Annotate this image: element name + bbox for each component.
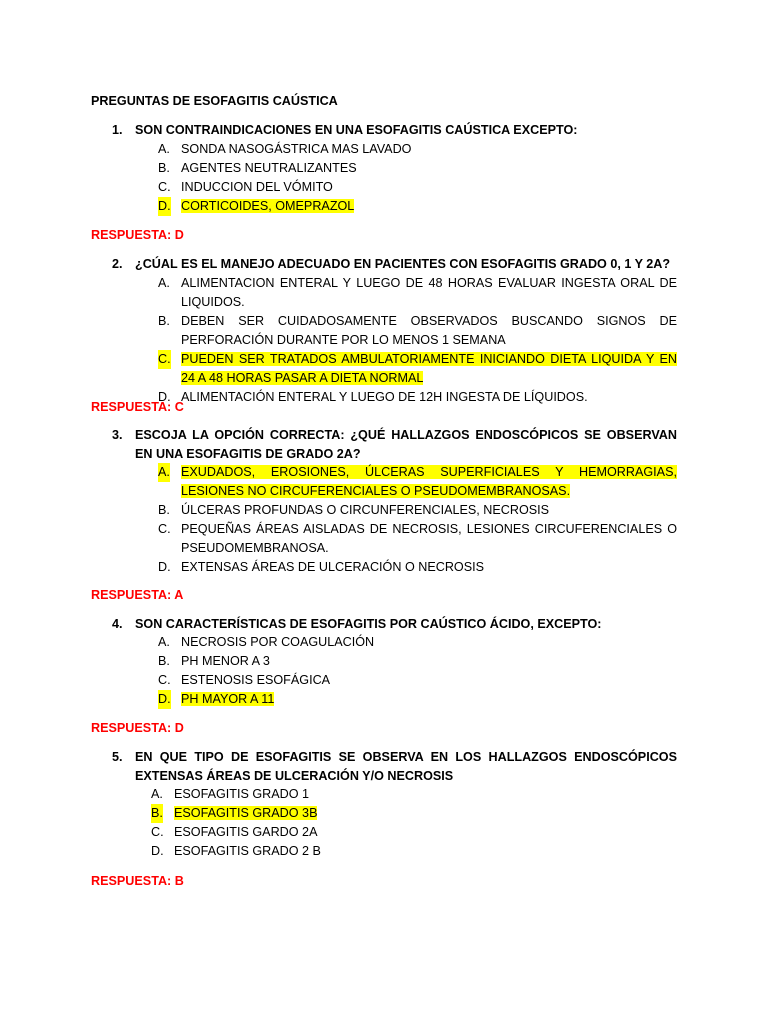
question-text: ¿CÚAL ES EL MANEJO ADECUADO EN PACIENTES CON ESOFAGITIS GRADO 0, 1 Y 2A?	[135, 257, 671, 271]
question-number: 1.	[112, 123, 123, 137]
option-5c: C. ESOFAGITIS GARDO 2A	[151, 825, 318, 839]
question-number: 4.	[112, 617, 123, 631]
option-5d: D. ESOFAGITIS GRADO 2 B	[151, 844, 321, 858]
option-3c: C. PEQUEÑAS ÁREAS AISLADAS DE NECROSIS, LESIONES CIRCUFERENCIALES O PSEUDOMEMBRANOSA.	[158, 522, 677, 555]
option-3a-highlighted: A. EXUDADOS, EROSIONES, ÚLCERAS SUPERFICIALES Y HEMORRAGIAS, LESIONES NO CIRCUFERENCIALES O PSEUDOMEMBRANOSAS.	[158, 465, 677, 498]
question-text: ESCOJA LA OPCIÓN CORRECTA: ¿QUÉ HALLAZGOS ENDOSCÓPICOS SE OBSERVAN EN UNA ESOFAGITIS DE GRADO 2A?	[135, 428, 677, 461]
option-2c-highlighted: C. PUEDEN SER TRATADOS AMBULATORIAMENTE INICIANDO DIETA LIQUIDA Y EN 24 A 48 HORAS PASAR A DIETA NORMAL	[158, 352, 677, 385]
answer-3: RESPUESTA: A	[91, 588, 184, 602]
question-text: EN QUE TIPO DE ESOFAGITIS SE OBSERVA EN LOS HALLAZGOS ENDOSCÓPICOS EXTENSAS ÁREAS DE ULCERACIÓN Y/O NECROSIS	[135, 750, 677, 783]
option-4d-highlighted: D. PH MAYOR A 11	[158, 690, 677, 709]
option-2b: B. DEBEN SER CUIDADOSAMENTE OBSERVADOS BUSCANDO SIGNOS DE PERFORACIÓN DURANTE POR LO MENOS 1 SEMANA	[158, 314, 677, 347]
option-5b-highlighted: B. ESOFAGITIS GRADO 3B	[151, 804, 677, 823]
answer-4: RESPUESTA: D	[91, 721, 184, 735]
option-1c: C. INDUCCION DEL VÓMITO	[158, 180, 333, 194]
option-2a: A. ALIMENTACION ENTERAL Y LUEGO DE 48 HORAS EVALUAR INGESTA ORAL DE LIQUIDOS.	[158, 276, 677, 309]
option-4c: C. ESTENOSIS ESOFÁGICA	[158, 673, 331, 687]
question-number: 5.	[112, 750, 123, 764]
option-2d: D. ALIMENTACIÓN ENTERAL Y LUEGO DE 12H INGESTA DE LÍQUIDOS.	[158, 390, 588, 404]
option-3b: B. ÚLCERAS PROFUNDAS O CIRCUNFERENCIALES, NECROSIS	[158, 503, 550, 517]
option-3d: D. EXTENSAS ÁREAS DE ULCERACIÓN O NECROSIS	[158, 560, 485, 574]
options-2	[158, 274, 677, 407]
question-number: 3.	[112, 428, 123, 442]
option-1d-highlighted: D. CORTICOIDES, OMEPRAZOL	[158, 197, 677, 216]
question-number: 2.	[112, 257, 123, 271]
option-1a: A. SONDA NASOGÁSTRICA MAS LAVADO	[158, 142, 412, 156]
question-text: SON CONTRAINDICACIONES EN UNA ESOFAGITIS CAÚSTICA EXCEPTO:	[135, 123, 578, 137]
option-5a: A. ESOFAGITIS GRADO 1	[151, 787, 310, 801]
answer-5: RESPUESTA: B	[91, 874, 184, 888]
options-5	[151, 785, 677, 861]
question-3	[112, 426, 677, 464]
options-1	[158, 140, 677, 216]
option-1b: B. AGENTES NEUTRALIZANTES	[158, 161, 357, 175]
question-text: SON CARACTERÍSTICAS DE ESOFAGITIS POR CAÚSTICO ÁCIDO, EXCEPTO:	[135, 617, 602, 631]
answer-1: RESPUESTA: D	[91, 228, 184, 242]
question-5	[112, 748, 677, 786]
question-1	[112, 121, 677, 140]
options-3	[158, 463, 677, 577]
question-4	[112, 615, 677, 634]
answer-2: RESPUESTA: C	[91, 400, 184, 414]
option-4b: B. PH MENOR A 3	[158, 654, 270, 668]
options-4	[158, 633, 677, 709]
option-4a: A. NECROSIS POR COAGULACIÓN	[158, 635, 375, 649]
question-2	[112, 255, 677, 274]
document-title: PREGUNTAS DE ESOFAGITIS CAÚSTICA	[91, 94, 338, 108]
